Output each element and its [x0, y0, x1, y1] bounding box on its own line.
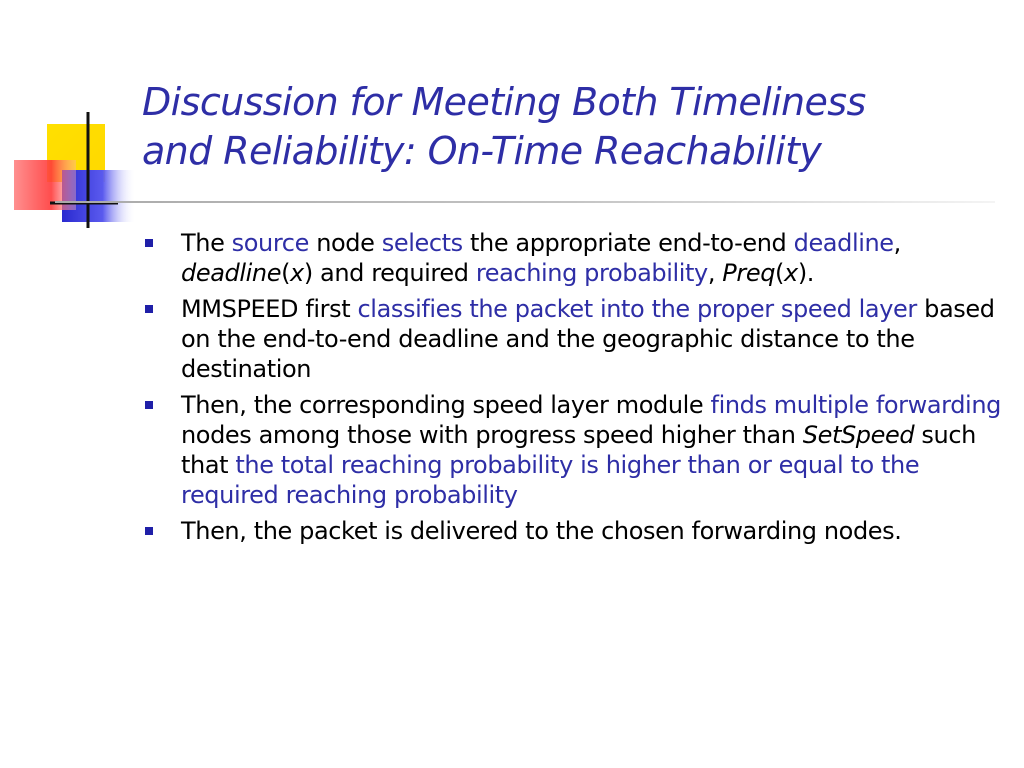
highlighted-text: classifies the packet into the proper speed layer	[357, 295, 917, 323]
bullet-text: based on the end-to-end deadline and the geographic distance to the destination	[181, 295, 995, 383]
bullet-text: MMSPEED first	[181, 295, 358, 323]
highlighted-text: finds multiple forwarding	[710, 391, 1001, 419]
title-line-2: and Reliability: On-Time Reachability	[142, 129, 822, 173]
bullet-text: ,	[707, 259, 723, 287]
bullet-text: SetSpeed	[802, 421, 915, 449]
bullet-text: node	[308, 229, 382, 257]
bullet-text: Then, the packet is delivered to the chosen forwarding nodes.	[181, 517, 902, 545]
highlighted-text: source	[231, 229, 309, 257]
bullet-text: The	[181, 229, 232, 257]
bullet-item	[144, 390, 1004, 510]
corner-logo-graphic	[0, 0, 160, 240]
bullet-item	[144, 228, 1004, 288]
highlighted-text: deadline	[793, 229, 894, 257]
bullet-text: x	[784, 259, 798, 287]
bullet-item	[144, 294, 1004, 384]
bullet-text: the appropriate end-to-end	[462, 229, 794, 257]
highlighted-text: the total reaching probability is higher than or equal to the required reaching probability	[181, 451, 920, 509]
title-underline	[55, 201, 995, 203]
bullet-text: Preq	[722, 259, 776, 287]
highlighted-text: selects	[381, 229, 463, 257]
bullet-text: (	[281, 259, 291, 287]
bullet-text: ,	[893, 229, 901, 257]
bullet-item	[144, 516, 1004, 546]
bullet-text: deadline	[181, 259, 282, 287]
bullet-square-icon	[145, 305, 153, 313]
bullet-square-icon	[145, 527, 153, 535]
bullet-text: Then, the corresponding speed layer module	[181, 391, 711, 419]
bullet-square-icon	[145, 401, 153, 409]
bullet-list	[144, 228, 1004, 552]
slide-title	[142, 78, 1002, 176]
bullet-square-icon	[145, 239, 153, 247]
title-line-1: Discussion for Meeting Both Timeliness	[142, 80, 866, 124]
bullet-text: ) and required	[303, 259, 476, 287]
bullet-text: (	[775, 259, 785, 287]
bullet-text: ).	[797, 259, 815, 287]
bullet-text: x	[290, 259, 304, 287]
highlighted-text: reaching probability	[475, 259, 708, 287]
bullet-text: nodes among those with progress speed higher than	[181, 421, 803, 449]
bullet-text: such that	[181, 421, 976, 479]
